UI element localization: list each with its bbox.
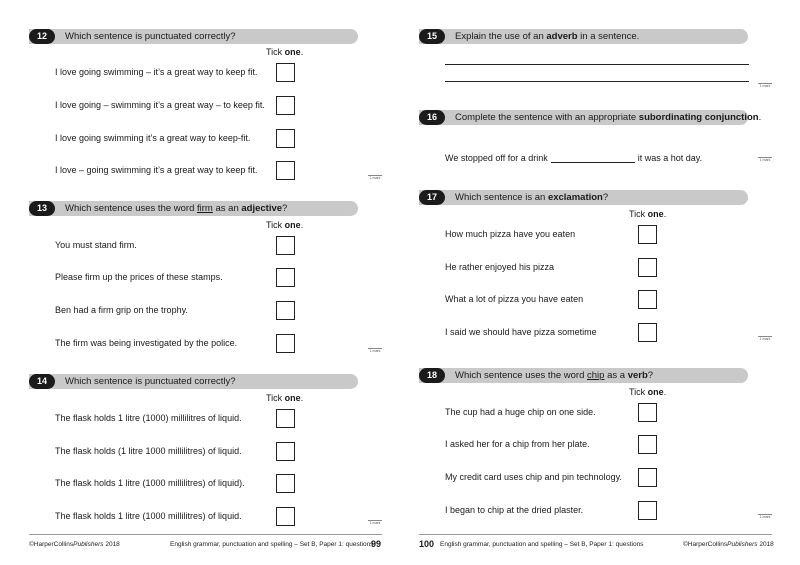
tick-box[interactable] [276,334,295,353]
option-text: Ben had a firm grip on the trophy. [55,305,188,315]
tick-box[interactable] [276,474,295,493]
footer-title: English grammar, punctuation and spelling – Set B, Paper 1: questions [170,541,374,548]
option-text: I love – going swimming it’s a great way to keep fit. [55,165,258,175]
tick-box[interactable] [638,468,657,487]
footer-copyright: ©HarperCollinsPublishers 2018 [29,541,120,548]
tick-box[interactable] [276,129,295,148]
option-text: What a lot of pizza you have eaten [445,294,584,304]
question-18-bar [419,368,748,383]
blank-answer[interactable] [551,153,635,163]
footer-rule [29,534,382,535]
question-text: Explain the use of an adverb in a sentence. [455,31,640,42]
tick-box[interactable] [276,63,295,82]
mark-indicator: 1 mark [759,515,771,519]
question-text: Which sentence uses the word chip as a verb? [455,370,654,381]
question-17-bar [419,190,748,205]
option-text: I love going swimming – it’s a great way to keep fit. [55,67,258,77]
tick-box[interactable] [276,301,295,320]
option-text: I love going – swimming it’s a great way – to keep fit. [55,100,265,110]
tick-box[interactable] [638,258,657,277]
question-15-bar [419,29,748,44]
option-text: He rather enjoyed his pizza [445,262,555,272]
footer-title: English grammar, punctuation and spelling – Set B, Paper 1: questions [440,541,644,548]
question-number: 14 [29,374,55,389]
question-number: 13 [29,201,55,216]
tick-one-label: Tick one. [266,220,304,230]
question-number: 18 [419,368,445,383]
mark-indicator: 1 mark [369,521,381,525]
mark-indicator: 1 mark [759,84,771,88]
question-16-bar [419,110,762,125]
question-12-bar [29,29,358,44]
question-number: 16 [419,110,445,125]
question-14-bar [29,374,358,389]
tick-box[interactable] [276,268,295,287]
question-number: 17 [419,190,445,205]
option-text: The firm was being investigated by the police. [55,338,238,348]
question-text: Which sentence is punctuated correctly? [65,376,236,387]
question-text: Which sentence is punctuated correctly? [65,31,236,42]
tick-one-label: Tick one. [266,393,304,403]
footer-rule [419,534,772,535]
option-text: My credit card uses chip and pin technology. [445,472,622,482]
option-text: I love going swimming it’s a great way to keep-fit. [55,133,251,143]
question-13-bar [29,201,358,216]
mark-indicator: 1 mark [759,158,771,162]
tick-box[interactable] [638,403,657,422]
answer-line[interactable] [445,64,749,65]
right-page [400,0,800,565]
mark-indicator: 1 mark [759,337,771,341]
answer-line[interactable] [445,81,749,82]
option-text: Please firm up the prices of these stamps. [55,272,223,282]
question-number: 12 [29,29,55,44]
option-text: The flask holds 1 litre (1000 millilitres) of liquid). [55,478,245,488]
tick-one-label: Tick one. [629,387,667,397]
tick-box[interactable] [276,409,295,428]
tick-box[interactable] [638,290,657,309]
tick-box[interactable] [276,236,295,255]
question-number: 15 [419,29,445,44]
tick-box[interactable] [276,507,295,526]
page-number: 99 [371,539,382,549]
option-text: How much pizza have you eaten [445,229,576,239]
option-text: I said we should have pizza sometime [445,327,597,337]
tick-box[interactable] [638,323,657,342]
option-text: The flask holds 1 litre (1000) millilitres of liquid. [55,413,242,423]
tick-box[interactable] [638,435,657,454]
option-text: I asked her for a chip from her plate. [445,439,590,449]
tick-box[interactable] [638,501,657,520]
question-text: Which sentence uses the word firm as an adjective? [65,203,288,214]
mark-indicator: 1 mark [369,349,381,353]
footer-copyright: ©HarperCollinsPublishers 2018 [683,541,774,548]
option-text: The flask holds 1 litre (1000 millilitres) of liquid. [55,511,242,521]
tick-box[interactable] [276,96,295,115]
option-text: You must stand firm. [55,240,137,250]
mark-indicator: 1 mark [369,176,381,180]
tick-one-label: Tick one. [266,47,304,57]
tick-box[interactable] [276,442,295,461]
question-text: Which sentence is an exclamation? [455,192,609,203]
option-text: I began to chip at the dried plaster. [445,505,584,515]
sentence-with-blank: We stopped off for a drink it was a hot day. [445,153,703,163]
option-text: The cup had a huge chip on one side. [445,407,596,417]
page-number: 100 [419,539,435,549]
tick-box[interactable] [638,225,657,244]
question-text: Complete the sentence with an appropriate subordinating conjunction. [455,112,762,123]
tick-one-label: Tick one. [629,209,667,219]
option-text: The flask holds (1 litre 1000 millilitres) of liquid. [55,446,242,456]
tick-box[interactable] [276,161,295,180]
